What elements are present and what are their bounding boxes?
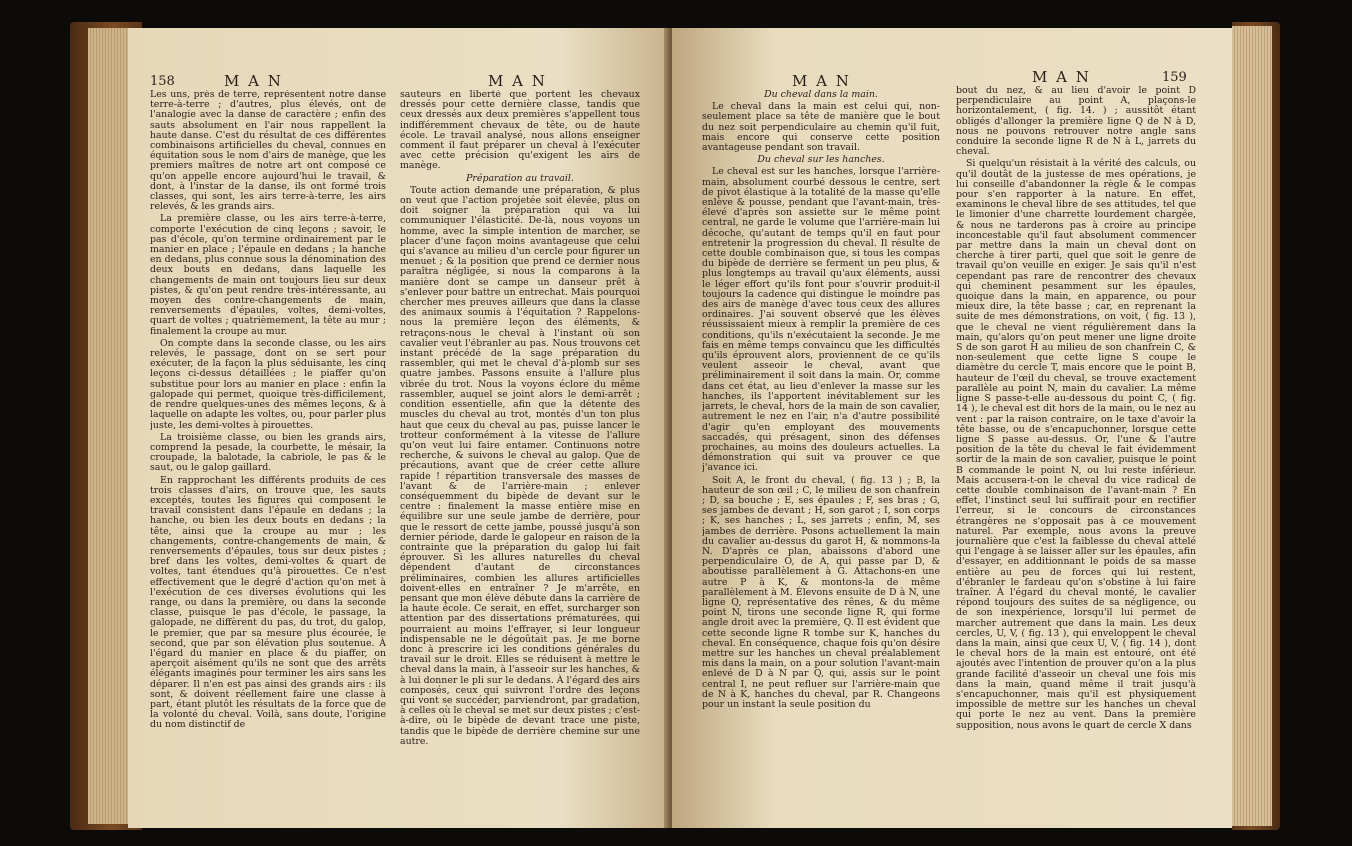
paragraph: Les uns, près de terre, représentent notre danse terre-à-terre ; d'autres, plus élevés, ont de l'analogie avec la danse de caractère ; enfin des sauts absolument en l'air nous rappellent la haute danse. C'est du résultat de ces différentes combinaisons artificielles du cheval, connues en équitation sous le nom d'airs de manège, que les premiers maîtres de notre art ont composé ce qu'on appelle encore aujourd'hui le travail, & dont, à l'instar de la danse, ils ont formé trois classes, qui sont, les airs terre-à-terre, les airs relevés, & les grands airs. <box>150 90 386 213</box>
paragraph: Le cheval dans la main est celui qui, non-seulement place sa tête de manière que le bout du nez soit perpendiculaire au chemin qu'il fuit, mais encore qui conserve cette position avantageuse pendant son travail. <box>702 101 940 154</box>
page-edges-right <box>1232 26 1272 826</box>
left-page-column-1 <box>150 90 386 818</box>
paragraph: Soit A, le front du cheval, ( fig. 13 ) ; B, la hauteur de son œil ; C, le milieu de son chanfrein ; D, sa bouche ; E, ses épaules ; F, ses bras ; G, ses jambes de devant ; H, son garot ; I, son corps ; K, ses hanches ; L, ses jarrets ; enfin, M, ses jambes de derrière. Posons actuellement la main du cavalier au-dessus du garot H, & nommons-la N. D'après ce plan, abaissons d'abord une perpendiculaire O, de A, qui passe par D, & aboutisse parallèlement à G. Attachons-en une autre P à K, & montons-la de même parallèlement à M. Élevons ensuite de D à N, une ligne Q, représentative des rênes, & du même point N, tirons une seconde ligne R, qui forme angle droit avec la première, Q. Il est évident que cette seconde ligne R tombe sur K, hanches du cheval. En conséquence, chaque fois qu'on désire mettre sur les hanches un cheval préalablement mis dans la main, on a pour solution l'avant-main enlevé de D à N par Q, qui, assis sur le point central I, ne peut refluer sur l'arrière-main que de N à K, hanches du cheval, par R. Changeons pour un instant la seule position du <box>702 474 940 710</box>
page-number-right: 159 <box>1162 70 1187 85</box>
running-head-left-col1: M A N <box>224 72 283 90</box>
section-heading: Du cheval sur les hanches. <box>757 154 885 166</box>
paragraph: Si quelqu'un résistait à la vérité des calculs, ou qu'il doutât de la justesse de mes opérations, je lui conseille d'abandonner la règle & le compas pour s'en rapporter à la nature. En effet, examinons le cheval libre de ses attitudes, tel que le limonier d'une charrette lourdement chargée, & nous ne tarderons pas à croire au principe inconcestable qu'il faut absolument commencer par mettre dans la main un cheval dont on cherche à tirer parti, quel que soit le genre de travail qu'on veuille en exiger. Je sais qu'il n'est cependant pas rare de rencontrer des chevaux qui cheminent pesamment sur les épaules, quoique dans la main, en apparence, ou pour mieux dire, la tête basse ; car, en reprenant la suite de mes démonstrations, on voit, ( fig. 13 ), que le cheval ne vient régulièrement dans la main, qu'alors qu'on peut mener une ligne droite S de son garot H au milieu de son chanfrein C, & non-seulement que cette ligne S coupe le diamètre du cercle T, mais encore que le point B, hauteur de l'œil du cheval, se trouve exactement parallèle au point N, main du cavalier. La même ligne S passe-t-elle au-dessous du point C, ( fig. 14 ), le cheval est dit hors de la main, ou le nez au vent : par la raison contraire, on le taxe d'avoir la tête basse, ou de s'encapuchonner, lorsque cette ligne S passe au-dessus. Or, l'une & l'autre position de la tête du cheval le fait évidemment sortir de la main de son cavalier, puisque le point B commande le point N, ou lui reste inférieur. Mais accusera-t-on le cheval du vice radical de cette double combinaison de l'avant-main ? En effet, l'instinct seul lui suffirait pour en rectifier l'erreur, si le concours de circonstances étrangères ne s'opposait pas à ce mouvement naturel. Par exemple, nous avons la preuve journalière que c'est la faiblesse du cheval attelé qui l'engage à se laisser aller sur les épaules, afin d'essayer, en additionnant le poids de sa masse entière au peu de forces qui lui restent, d'ébranler le fardeau qu'on s'obstine à lui faire traîner. À l'égard du cheval monté, le cavalier répond toujours des suites de sa négligence, ou de son inexpérience, lorsqu'il lui permet de marcher autrement que dans la main. Les deux cercles, U, V, ( fig. 13 ), qui enveloppent le cheval dans la main, ainsi que ceux U, V, ( fig. 14 ), dont le cheval hors de la main est entouré, ont été ajoutés avec l'intention de prouver qu'on a la plus grande facilité d'asseoir un cheval une fois mis dans la main, quand même il trait jusqu'à s'encapuchonner, mais qu'il est physiquement impossible de mettre sur les hanches un cheval qui porte le nez au vent. Dans la première supposition, nous avons le quart de cercle X dans <box>956 158 1196 731</box>
running-head-left-col2: M A N <box>488 72 547 90</box>
paragraph: sauteurs en liberté que portent les chevaux dressés pour cette dernière classe, tandis que ceux dressés aux deux premières s'appellent tous indifféremment chevaux de tête, ou de haute école. Le travail analysé, nous allons enseigner comment il faut préparer un cheval à l'exécuter avec cette précision qu'exigent les airs de manège. <box>400 90 640 172</box>
left-page-column-2 <box>400 90 640 818</box>
page-number-left: 158 <box>150 74 175 89</box>
running-head-right-col2: M A N <box>1032 68 1091 86</box>
left-page <box>128 28 668 828</box>
running-head-right-col1: M A N <box>792 72 851 90</box>
section-heading: Du cheval dans la main. <box>764 90 878 100</box>
right-page-column-1 <box>702 90 940 818</box>
paragraph: On compte dans la seconde classe, ou les airs relevés, le passage, dont on se sert pour exécuter, de la façon la plus séduisante, les cinq leçons ci-dessus détaillées ; le piaffer qu'on substitue pour lors au manier en place : enfin la galopade qui permet, quoique très-difficilement, de rendre quelques-unes des mêmes leçons, & à laquelle on adapte les voltes, ou, pour parler plus juste, les demi-voltes à pirouettes. <box>150 337 386 431</box>
paragraph: bout du nez, & au lieu d'avoir le point D perpendiculaire au point A, plaçons-le horizontalement, ( fig. 14. ) ; aussitôt étant obligés d'allonger la première ligne Q de N à D, nous ne pouvons retrouver notre angle sans conduire la seconde ligne R de N à L, jarrets du cheval. <box>956 86 1196 158</box>
paragraph: La première classe, ou les airs terre-à-terre, comporte l'exécution de cinq leçons ; savoir, le pas d'école, qu'on termine ordinairement par le manier en place ; l'épaule en dedans ; la hanche en dedans, plus connue sous la dénomination des deux bouts en dedans, dans laquelle les changements de main ont toujours lieu sur deux pistes, & qu'on peut rendre très-intéressante, au moyen des contre-changements de main, renversements d'épaules, voltes, demi-voltes, quart de voltes ; quatrièmement, la tête au mur ; finalement la croupe au mur. <box>150 213 386 337</box>
paragraph: La troisième classe, ou bien les grands airs, comprend la pesade, la courbette, le mésair, la croupade, la balotade, la cabriole, le pas & le saut, ou le galop gaillard. <box>150 431 386 474</box>
paragraph: Toute action demande une préparation, & plus on veut que l'action projetée soit élevée, plus on doit soigner la préparation qui va lui communiquer l'élasticité. De-là, nous voyons un homme, avec la simple intention de marcher, se placer d'une façon moins avantageuse que celui qui s'avance au milieu d'un cercle pour figurer un menuet ; & la position que prend ce dernier nous paraîtra négligée, si nous la comparons à la manière dont se campe un danseur prêt à s'enlever pour battre un entrechat. Mais pourquoi chercher mes preuves ailleurs que dans la classe des animaux soumis à l'équitation ? Rappelons-nous la première leçon des éléments, & retraçons-nous le cheval à l'instant où son cavalier veut l'ébranler au pas. Nous trouvons cet instant précédé de la sage préparation du rassembler, qui met le cheval d'à-plomb sur ses quatre jambes. Passons ensuite à l'allure plus vibrée du trot. Nous la voyons éclore du même rassembler, auquel se joint alors le demi-arrêt ; condition essentielle, afin que la détente des muscles du cheval au trot, montés d'un ton plus haut que ceux du cheval au pas, puisse lancer le trotteur conformément à la vitesse de l'allure qu'on veut lui faire entamer. Continuons notre recherche, & suivons le cheval au galop. Que de précautions, avant que de créer cette allure rapide ! répartition transversale des masses de l'avant & de l'arrière-main ; enlever conséquemment du bipède de devant sur le centre : finalement la masse entière mise en équilibre sur une seule jambe de derrière, pour que le ressort de cette jambe, poussé jusqu'à son dernier période, darde le galopeur en raison de la contrainte que la préparation du galop lui fait éprouver. Si les allures naturelles du cheval dépendent d'autant de circonstances préliminaires, combien les allures artificielles doivent-elles en entraîner ? Je m'arrête, en pensant que mon élève débute dans la carrière de la haute école. Ce serait, en effet, surcharger son attention par des dissertations prématurées, qui pourraient au moins l'effrayer, si leur longueur indispensable ne le dégoûtait pas. Je me borne donc à prescrire ici les conditions générales du travail sur le droit. Elles se réduisent à mettre le cheval dans la main, à l'asseoir sur les hanches, & à lui donner le pli sur le dedans. À l'égard des airs composés, ceux qui suivront l'ordre des leçons qui vont se succéder, parviendront, par gradation, à celles où le cheval se met sur deux pistes ; c'est-à-dire, où le bipède de devant trace une piste, tandis que le bipède de derrière chemine sur une autre. <box>400 184 640 747</box>
section-heading: Préparation au travail. <box>466 172 574 184</box>
paragraph: Le cheval est sur les hanches, lorsque l'arrière-main, absolument courbé dessous le centre, sert de pivot élastique à la totalité de la masse qu'elle enlève & pousse, pendant que l'avant-main, très-élevé d'après son assiette sur le même point central, ne garde le volume que l'arrière-main lui décoche, qu'autant de temps qu'il en faut pour entretenir la progression du cheval. Il résulte de cette double combinaison que, si tous les compas du bipède de derrière se ferment un peu plus, & plus longtemps au travail qu'aux éléments, aussi le léger effort qu'ils font pour s'ouvrir produit-il toujours la cadence qui distingue le moindre pas des airs de manège d'avec tous ceux des allures ordinaires. J'ai souvent observé que les élèves réussissaient mieux à remplir la première de ces conditions, qu'ils n'exécutaient la seconde. Je me fais en même temps convaincu que les difficultés qu'ils éprouvent alors, proviennent de ce qu'ils veulent asseoir le cheval, avant que préliminairement il soit dans la main. Or, comme dans cet état, au lieu d'enlever la masse sur les hanches, ils l'apportent inévitablement sur les jarrets, le cheval, hors de la main de son cavalier, autrement le nez en l'air, n'a d'autre possibilité d'agir qu'en employant des mouvements saccadés, qui présagent, sinon des défenses prochaines, au moins des douleurs actuelles. La démonstration qui suit va prouver ce que j'avance ici. <box>702 166 940 474</box>
right-page <box>672 28 1232 828</box>
paragraph: En rapprochant les différents produits de ces trois classes d'airs, on trouve que, les sauts exceptés, toutes les figures qui composent le travail consistent dans l'épaule en dedans ; la hanche, ou bien les deux bouts en dedans ; la tête, ainsi que la croupe au mur ; les changements, contre-changements de main, & renversements d'épaules, tous sur deux pistes ; bref dans les voltes, demi-voltes & quart de voltes, tant étendues qu'à pirouettes. Ce n'est effectivement que le degré d'action qu'on met à l'exécution de ces diverses évolutions qui les range, ou dans la première, ou dans la seconde classe, puisque le pas d'école, le passage, la galopade, ne diffèrent du pas, du trot, du galop, le premier, que par sa mesure plus écourée, le second, que par son élévation plus soutenue. À l'égard du manier en place & du piaffer, on aperçoit aisément qu'ils ne sont que des arrêts élégants imaginés pour terminer les airs sans les déparer. Il n'en est pas ainsi des grands airs : ils sont, & doivent réellement faire une classe à part, étant plutôt les résultats de la force que de la volonté du cheval. Voilà, sans doute, l'origine du nom distinctif de <box>150 474 386 731</box>
right-page-column-2 <box>956 86 1196 818</box>
